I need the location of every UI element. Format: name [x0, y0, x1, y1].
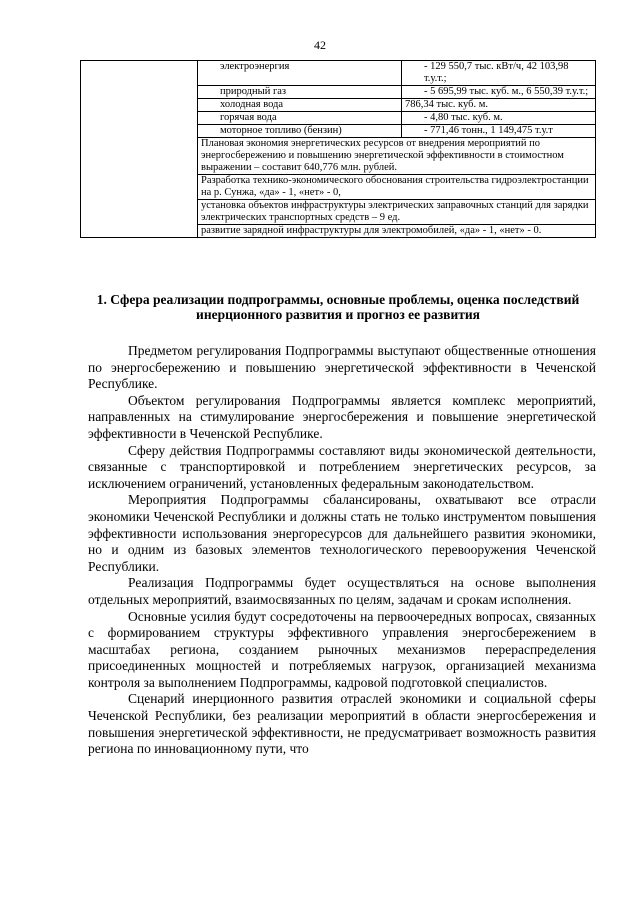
body-text — [88, 343, 596, 758]
table-wide-cell: Разработка технико-экономического обоснования строительства гидроэлектростанции на р. Сунжа, «да» - 1, «нет» - 0, — [198, 175, 596, 200]
resource-name-cell: холодная вода — [198, 99, 402, 112]
paragraph: Основные усилия будут сосредоточены на первоочередных вопросах, связанных с формированием структуры эффективного управления энергосбережением в масштабах региона, созданием рыночных механизмов перераспределения присоединенных мощностей и потребляемых нагрузок, организацией механизма контроля за выполнением Подпрограммы, кадровой подготовкой специалистов. — [88, 608, 596, 690]
paragraph: Сферу действия Подпрограммы составляют виды экономической деятельности, связанные с транспортировкой и потреблением энергетических ресурсов, за исключением ограничений, установленных федеральным законодательством. — [88, 442, 596, 491]
resource-name-cell: горячая вода — [198, 112, 402, 125]
resource-name-cell: электроэнергия — [198, 61, 402, 86]
resource-name-cell: природный газ — [198, 86, 402, 99]
table-wide-cell: Плановая экономия энергетических ресурсов от внедрения мероприятий по энергосбережению и повышению энергетической эффективности в стоимостном выражении – составит 640,776 млн. рублей. — [198, 138, 596, 175]
table-wide-cell: установка объектов инфраструктуры электрических заправочных станций для зарядки электрических транспортных средств – 9 ед. — [198, 200, 596, 225]
paragraph: Мероприятия Подпрограммы сбалансированы, охватывают все отрасли экономики Чеченской Республики и должны стать не только инструментом повышения эффективности использования энергоресурсов для дальнейшего развития экономики, но и одним из базовых элементов технологического перевооружения Чеченской Республики. — [88, 492, 596, 574]
paragraph: Объектом регулирования Подпрограммы является комплекс мероприятий, направленных на стимулирование энергосбережения и повышение энергетической эффективности в Чеченской Республике. — [88, 392, 596, 441]
table-label-cell — [81, 61, 198, 238]
resource-value-cell: - 771,46 тонн., 1 149,475 т.у.т — [402, 125, 596, 138]
page-number: 42 — [314, 38, 326, 52]
paragraph: Сценарий инерционного развития отраслей экономики и социальной сферы Чеченской Республики, без реализации мероприятий в области энергосбережения и повышения энергетической эффективности, не предусматривает возможность развития региона по инновационному пути, что — [88, 691, 596, 757]
resource-value-cell: 786,34 тыс. куб. м. — [402, 99, 596, 112]
table-wide-cell: развитие зарядной инфраструктуры для электромобилей, «да» - 1, «нет» - 0. — [198, 225, 596, 238]
resource-value-cell: - 5 695,99 тыс. куб. м., 6 550,39 т.у.т.; — [402, 86, 596, 99]
paragraph: Реализация Подпрограммы будет осуществляться на основе выполнения отдельных мероприятий, взаимосвязанных по целям, задачам и срокам исполнения. — [88, 575, 596, 607]
resource-name-cell: моторное топливо (бензин) — [198, 125, 402, 138]
paragraph: Предметом регулирования Подпрограммы выступают общественные отношения по энергосбережению и повышению энергетической эффективности в Чеченской Республике. — [88, 343, 596, 392]
section-heading: 1. Сфера реализации подпрограммы, основные проблемы, оценка последствий инерционного развития и прогноз ее развития — [96, 292, 580, 322]
indicators-table — [80, 60, 596, 238]
table-row — [81, 61, 596, 86]
resource-value-cell: - 129 550,7 тыс. кВт/ч, 42 103,98 т.у.т.; — [402, 61, 596, 86]
resource-value-cell: - 4,80 тыс. куб. м. — [402, 112, 596, 125]
